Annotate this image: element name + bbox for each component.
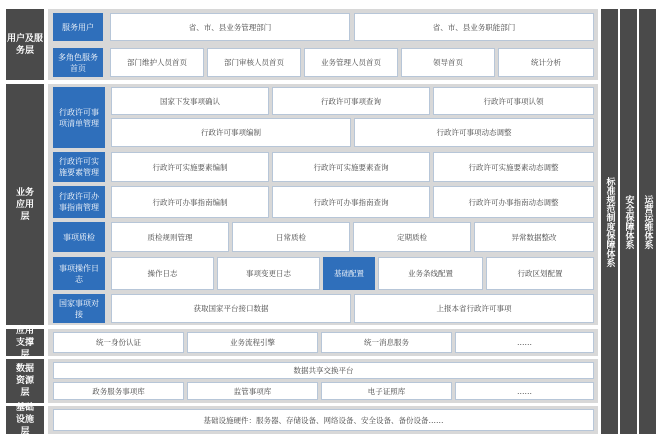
cell-abnormal-rectify: 异常数据整改 (474, 222, 594, 252)
side-security-system: 安全保障体系 (620, 9, 637, 434)
cell-data-more: …… (455, 382, 594, 400)
homepage-statistics: 统计分析 (498, 48, 594, 77)
cell-guide-compile: 行政许可办事指南编制 (111, 186, 269, 218)
cell-e-license-db: 电子证照库 (321, 382, 452, 400)
cell-qc-rule-management: 质检规则管理 (111, 222, 229, 252)
business-layer-label (6, 84, 44, 325)
cell-elements-compile: 行政许可实施要素编制 (111, 152, 269, 182)
homepage-dept-maintainer: 部门维护人员首页 (110, 48, 204, 77)
homepage-dept-reviewer: 部门审核人员首页 (207, 48, 301, 77)
cell-support-more: …… (455, 332, 594, 353)
support-layer-label (6, 325, 44, 360)
cell-basic-config: 基础配置 (323, 257, 375, 290)
side-operations-system: 运营运维体系 (639, 9, 656, 434)
cell-guide-query: 行政许可办事指南查询 (272, 186, 430, 218)
cell-data-exchange-platform: 数据共享交换平台 (53, 362, 594, 379)
cell-licensing-item-adjust: 行政许可事项动态调整 (354, 118, 594, 147)
cell-region-config: 行政区划配置 (486, 257, 594, 290)
business-layer-text: 业务应用层 (15, 187, 34, 222)
cell-national-item-confirm: 国家下发事项确认 (111, 87, 269, 115)
user-layer-label (6, 9, 44, 80)
homepage-leader: 领导首页 (401, 48, 495, 77)
cell-periodic-qc: 定期质检 (353, 222, 471, 252)
cell-elements-query: 行政许可实施要素查询 (272, 152, 430, 182)
cell-licensing-item-claim: 行政许可事项认领 (433, 87, 594, 115)
row-national-docking-category: 国家事项对接 (53, 294, 105, 323)
infra-layer-text: 基础设施层 (15, 403, 34, 437)
support-layer-text: 应用支撑层 (15, 325, 34, 360)
homepage-business-manager: 业务管理人员首页 (304, 48, 398, 77)
cell-elements-adjust: 行政许可实施要素动态调整 (433, 152, 594, 182)
cell-report-provincial-items: 上报本省行政许可事项 (354, 294, 594, 323)
cell-operation-log: 操作日志 (111, 257, 214, 290)
cell-business-line-config: 业务条线配置 (378, 257, 483, 290)
cell-guide-adjust: 行政许可办事指南动态调整 (433, 186, 594, 218)
service-user-provincial-management: 省、市、县业务管理部门 (110, 13, 350, 41)
cell-supervision-item-db: 监管事项库 (187, 382, 318, 400)
data-layer-label (6, 359, 44, 403)
multi-role-category: 多角色服务首页 (53, 48, 103, 77)
row-service-guide-category: 行政许可办事指南管理 (53, 186, 105, 218)
cell-unified-message: 统一消息服务 (321, 332, 452, 353)
row-licensing-list-category: 行政许可事项清单管理 (53, 87, 105, 148)
cell-infra-hardware: 基础设施硬件：服务器、存储设备、网络设备、安全设备、备份设备…… (53, 409, 594, 431)
service-user-provincial-functional: 省、市、县业务职能部门 (354, 13, 594, 41)
row-operation-log-category: 事项操作日志 (53, 257, 105, 290)
user-layer-text: 用户及服务层 (6, 33, 43, 56)
cell-workflow-engine: 业务流程引擎 (187, 332, 318, 353)
data-layer-text: 数据资源层 (15, 364, 34, 398)
cell-unified-auth: 统一身份认证 (53, 332, 184, 353)
side-standards-system: 标准规范制度保障体系 (601, 9, 618, 434)
cell-gov-service-item-db: 政务服务事项库 (53, 382, 184, 400)
cell-change-log: 事项变更日志 (217, 257, 320, 290)
cell-licensing-item-compile: 行政许可事项编制 (111, 118, 351, 147)
row-quality-check-category: 事项质检 (53, 222, 105, 252)
cell-licensing-item-query: 行政许可事项查询 (272, 87, 430, 115)
infra-layer-label (6, 403, 44, 437)
cell-daily-qc: 日常质检 (232, 222, 350, 252)
cell-fetch-national-api: 获取国家平台接口数据 (111, 294, 351, 323)
service-users-category: 服务用户 (53, 13, 103, 41)
row-implementation-elements-category: 行政许可实施要素管理 (53, 152, 105, 182)
